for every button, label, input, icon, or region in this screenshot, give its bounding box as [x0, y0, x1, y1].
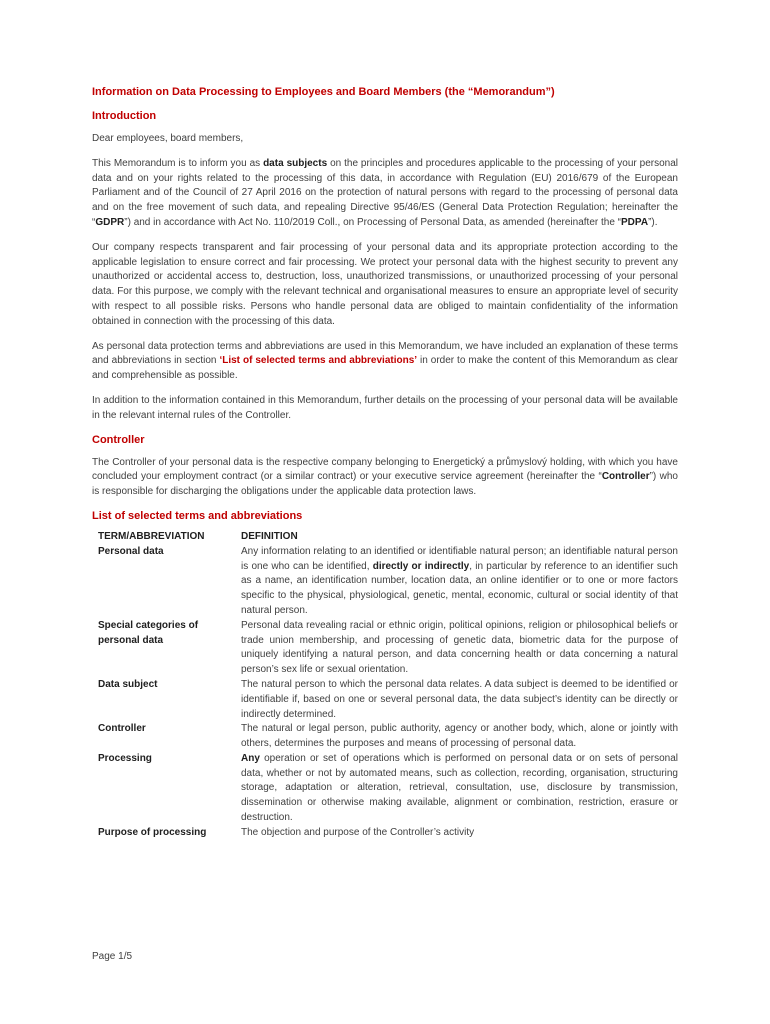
term-cell: Personal data [98, 545, 164, 557]
p3-section-reference: ‘List of selected terms and abbreviations’ [219, 355, 418, 367]
p1-gdpr: GDPR [95, 216, 125, 228]
paragraph-terms-reference [92, 340, 678, 384]
p5-text-c: ”) who is responsible for discharging the obligations under the applicable data protection laws. [92, 471, 678, 498]
controller-heading: Controller [92, 433, 145, 446]
term-cell: Data subject [98, 678, 158, 690]
definition-text: Personal data revealing racial or ethnic origin, political opinions, religion or philosophical beliefs or trade union membership, and processing of genetic data, biometric data for the purpose of uniquely identifying a natural person, and data concerning health or data concerning a natural person’s sex life or sexual orientation. [241, 619, 678, 676]
p1-text-a: This Memorandum is to inform you as [92, 157, 264, 169]
term-cell: Processing [98, 752, 152, 764]
introduction-heading: Introduction [92, 110, 157, 122]
column-header-term: TERM/ABBREVIATION [98, 530, 205, 542]
table-row [98, 752, 678, 826]
definition-cell [241, 826, 678, 841]
table-row [98, 826, 678, 841]
definition-cell [241, 752, 678, 826]
definition-text: , in particular by reference to an identifier such as a name, an identification number, location data, an online identifier or to one or more factors specific to the physical, physiological, genetic, mental, economic, cultural or social identity of that natural person. [241, 560, 678, 616]
table-row [98, 545, 678, 619]
p3-text-c: in order to make the content of this Memorandum as clear and comprehensible as possible. [92, 355, 679, 382]
definition-cell [241, 619, 678, 678]
p1-pdpa: PDPA [621, 216, 649, 228]
p5-text-a: The Controller of your personal data is the respective company belonging to Energetický a průmyslový holding, with which you have concluded your employment contract (or a similar contract) or your executive service agreement (hereinafter the “ [92, 456, 678, 483]
terms-table-header [98, 530, 678, 545]
column-header-definition: DEFINITION [241, 530, 298, 542]
term-cell: Purpose of processing [98, 826, 207, 838]
greeting: Dear employees, board members, [92, 133, 244, 144]
paragraph-controller [92, 456, 678, 500]
p1-data-subjects: data subjects [263, 157, 328, 169]
p5-controller: Controller [601, 471, 650, 483]
definition-text: Any information relating to an identified or identifiable natural person; an identifiable natural person is one who can be identified, [241, 545, 678, 572]
p1-text-c: on the principles and procedures applicable to the processing of your personal data and on your rights related to the processing of this data, in accordance with Regulation (EU) 2016/679 of the European Parliament and of the Council of 27 April 2016 on the protection of natural persons with regard to the processing of personal data and on the free movement of such data, and repealing Directive 95/46/ES (General Data Protection Regulation; hereinafter the “ [92, 157, 678, 228]
paragraph-internal-rules: In addition to the information contained in this Memorandum, further details on the processing of your personal data will be available in the relevant internal rules of the Controller. [92, 394, 678, 421]
definition-cell [241, 545, 678, 619]
definition-text: The natural or legal person, public authority, agency or another body, which, alone or jointly with others, determines the purposes and means of processing of personal data. [241, 723, 678, 750]
term-cell: Special categories of personal data [98, 619, 199, 646]
definition-text: The objection and purpose of the Controller’s activity [241, 826, 475, 838]
p1-text-g: ”). [648, 216, 658, 228]
definition-emphasis: directly or indirectly [372, 560, 470, 572]
table-row [98, 619, 678, 678]
definition-text: operation or set of operations which is performed on personal data or on sets of personal data, whether or not by automated means, such as collection, recording, organisation, structuring storage, adaptation or alteration, retrieval, consultation, use, disclosure by transmission, dissemination or otherwise making available, alignment or combination, restriction, erasure or destruction. [241, 752, 678, 824]
table-row [98, 722, 678, 752]
paragraph-data-protection: Our company respects transparent and fair processing of your personal data and its appropriate protection according to the applicable legislation to ensure correct and fair processing. We protect your personal data with the highest security to prevent any unauthorized or accidental access to, destruction, loss, unauthorized transmissions, or unauthorized processing of your personal data. For this purpose, we comply with the relevant technical and organisational measures to ensure an appropriate level of security with respect to all possible risks. Persons who handle personal data are obliged to maintain confidentiality of the information obtained in connection with the processing of this data. [92, 241, 678, 327]
table-row [98, 678, 678, 722]
definition-text: The natural person to which the personal data relates. A data subject is deemed to be identified or identifiable if, based on one or several personal data, the data subject’s identity can be directly or indirectly determined. [241, 678, 678, 720]
document-page [92, 86, 678, 841]
page-number: Page 1/5 [92, 951, 133, 962]
p3-text-a: As personal data protection terms and abbreviations are used in this Memorandum, we have included an explanation of these terms and abbreviations in section [92, 340, 678, 367]
terms-table [98, 530, 678, 841]
definition-cell [241, 678, 678, 722]
p1-text-e: ”) and in accordance with Act No. 110/2019 Coll., on Processing of Personal Data, as amended (hereinafter the “ [124, 216, 622, 228]
definition-cell [241, 722, 678, 752]
paragraph-memorandum-purpose [92, 157, 678, 231]
term-cell: Controller [98, 723, 146, 735]
definition-emphasis: Any [241, 752, 260, 764]
terms-heading: List of selected terms and abbreviations [92, 509, 303, 522]
document-title: Information on Data Processing to Employees and Board Members (the “Memorandum”) [92, 86, 555, 98]
